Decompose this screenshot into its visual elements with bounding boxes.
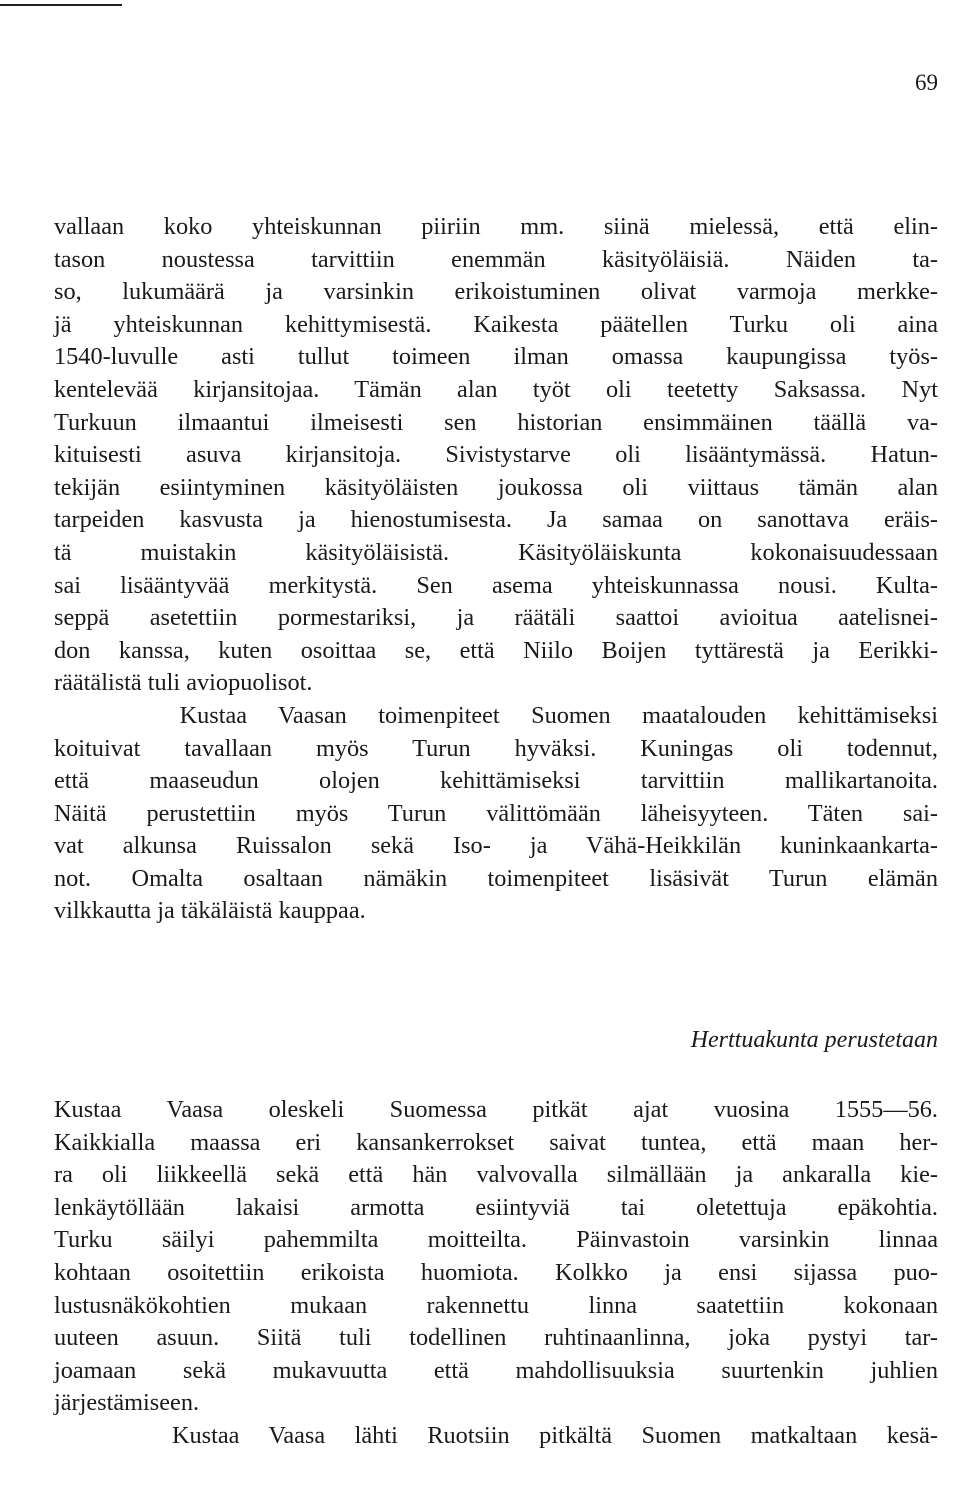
text-line: tason noustessa tarvittiin enemmän käsityöläisiä. Näiden ta- [54, 245, 938, 273]
text-line: Näitä perustettiin myös Turun välittömään läheisyyteen. Täten sai- [54, 799, 938, 827]
text-line: koituivat tavallaan myös Turun hyväksi. Kuningas oli todennut, [54, 734, 938, 762]
text-line: vilkkautta ja täkäläistä kauppaa. [54, 897, 366, 925]
text-line: ra oli liikkeellä sekä että hän valvovalla silmällään ja ankaralla kie- [54, 1161, 938, 1189]
text-line: tä muistakin käsityöläisistä. Käsityöläiskunta kokonaisuudessaan [54, 538, 938, 566]
text-line: so, lukumäärä ja varsinkin erikoistuminen olivat varmoja merkke- [54, 278, 938, 306]
section-heading: Herttuakunta perustetaan [690, 1027, 938, 1053]
text-line: räätälistä tuli aviopuolisot. [54, 669, 313, 697]
text-line: tarpeiden kasvusta ja hienostumisesta. Ja samaa on sanottava eräis- [54, 506, 938, 534]
text-line: not. Omalta osaltaan nämäkin toimenpiteet lisäsivät Turun elämän [54, 864, 938, 892]
text-line: vallaan koko yhteiskunnan piiriin mm. siinä mielessä, että elin- [54, 213, 938, 240]
text-line: uuteen asuun. Siitä tuli todellinen ruhtinaanlinna, joka pystyi tar- [54, 1324, 938, 1352]
top-rule [0, 4, 122, 6]
text-line: 1540-luvulle asti tullut toimeen ilman omassa kaupungissa työs- [54, 343, 938, 371]
text-line: Kustaa Vaasa lähti Ruotsiin pitkältä Suomen matkaltaan kesä- [54, 1421, 938, 1449]
text-line: vat alkunsa Ruissalon sekä Iso- ja Vähä-Heikkilän kuninkaankarta- [54, 832, 938, 860]
text-line: Kustaa Vaasan toimenpiteet Suomen maatalouden kehittämiseksi [54, 701, 938, 729]
text-line: kituisesti asuva kirjansitoja. Sivistystarve oli lisääntymässä. Hatun- [54, 441, 938, 469]
text-line: Kaikkialla maassa eri kansankerrokset saivat tuntea, että maan her- [54, 1128, 938, 1156]
body-text-block-1 [54, 211, 938, 928]
text-line: kohtaan osoitettiin erikoista huomiota. Kolkko ja ensi sijassa puo- [54, 1258, 938, 1286]
body-text-block-2 [54, 1094, 938, 1453]
page-number: 69 [915, 70, 938, 95]
text-line: kentelevää kirjansitojaa. Tämän alan työt oli teetetty Saksassa. Nyt [54, 375, 938, 403]
text-line: järjestämiseen. [54, 1389, 200, 1417]
text-line: sai lisääntyvää merkitystä. Sen asema yhteiskunnassa nousi. Kulta- [54, 571, 938, 599]
text-line: että maaseudun olojen kehittämiseksi tarvittiin mallikartanoita. [54, 767, 938, 795]
text-line: jä yhteiskunnan kehittymisestä. Kaikesta päätellen Turku oli aina [54, 310, 938, 338]
text-line: lustusnäkökohtien mukaan rakennettu linna saatettiin kokonaan [54, 1291, 938, 1319]
text-line: lenkäytöllään lakaisi armotta esiintyviä tai oletettuja epäkohtia. [54, 1193, 938, 1221]
text-line: Kustaa Vaasa oleskeli Suomessa pitkät ajat vuosina 1555—56. [54, 1096, 938, 1123]
text-line: seppä asetettiin pormestariksi, ja räätäli saattoi avioitua aatelisnei- [54, 604, 938, 632]
text-line: Turku säilyi pahemmilta moitteilta. Päinvastoin varsinkin linnaa [54, 1226, 938, 1254]
text-line: joamaan sekä mukavuutta että mahdollisuuksia suurtenkin juhlien [54, 1356, 938, 1384]
text-line: tekijän esiintyminen käsityöläisten joukossa oli viittaus tämän alan [54, 473, 938, 501]
text-line: don kanssa, kuten osoittaa se, että Niilo Boijen tyttärestä ja Eerikki- [54, 636, 938, 664]
text-line: Turkuun ilmaantui ilmeisesti sen historian ensimmäinen täällä va- [54, 408, 938, 436]
